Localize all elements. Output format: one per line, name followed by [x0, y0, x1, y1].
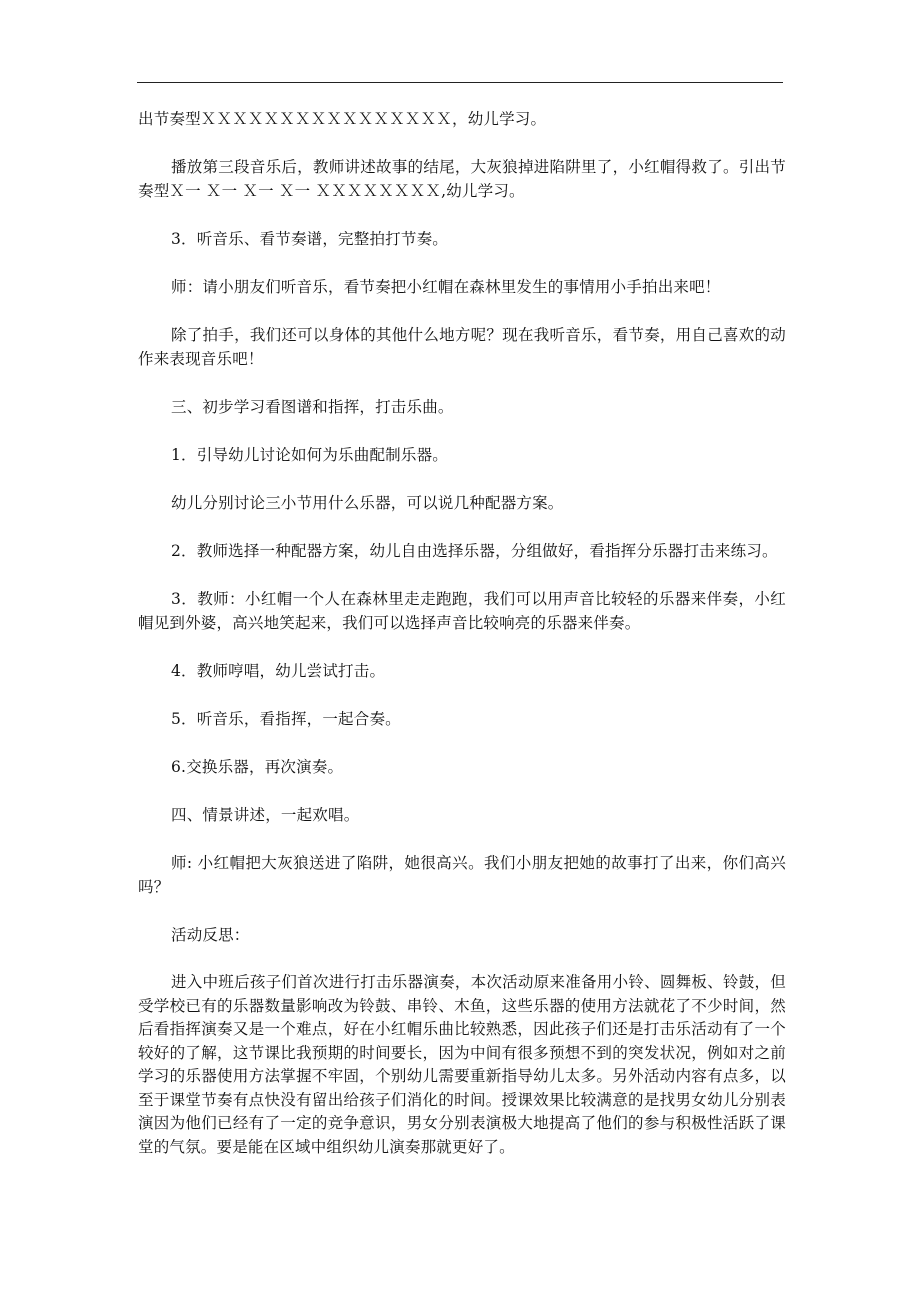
paragraph-step-3: 3．听音乐、看节奏谱，完整拍打节奏。	[171, 230, 448, 248]
reflection-heading: 活动反思：	[171, 926, 250, 944]
paragraph-item-3: 3．教师：小红帽一个人在森林里走走跑跑，我们可以用声音比较轻的乐器来伴奏，小红帽见到外婆，高兴地笑起来，我们可以选择声音比较响亮的乐器来伴奏。	[138, 590, 786, 632]
header-rule	[137, 82, 783, 83]
paragraph-item-2: 2．教师选择一种配器方案，幼儿自由选择乐器，分组做好，看指挥分乐器打击来练习。	[171, 542, 778, 560]
section-heading-3: 三、初步学习看图谱和指挥，打击乐曲。	[171, 398, 454, 416]
document-body	[138, 107, 786, 1183]
paragraph-rhythm-pattern-1: 出节奏型ＸＸＸＸＸＸＸＸＸＸＸＸＸＸＸＸ，幼儿学习。	[138, 110, 547, 128]
paragraph-teacher-prompt: 师：请小朋友们听音乐，看节奏把小红帽在森林里发生的事情用小手拍出来吧！	[171, 278, 721, 296]
section-heading-4: 四、情景讲述，一起欢唱。	[171, 806, 360, 824]
paragraph-body-movement: 除了拍手，我们还可以身体的其他什么地方呢？现在我听音乐，看节奏，用自己喜欢的动作来表现音乐吧！	[138, 326, 786, 368]
reflection-paragraph: 进入中班后孩子们首次进行打击乐器演奏，本次活动原来准备用小铃、圆舞板、铃鼓，但受学校已有的乐器数量影响改为铃鼓、串铃、木鱼，这些乐器的使用方法就花了不少时间，然后看指挥演奏又是一个难点，好在小红帽乐曲比较熟悉，因此孩子们还是打击乐活动有了一个较好的了解，这节课比我预期的时间要长，因为中间有很多预想不到的突发状况，例如对之前学习的乐器使用方法掌握不牢固，个别幼儿需要重新指导幼儿太多。另外活动内容有点多，以至于课堂节奏有点快没有留出给孩子们消化的时间。授课效果比较满意的是找男女幼儿分别表演因为他们已经有了一定的竞争意识，男女分别表演极大地提高了他们的参与积极性活跃了课堂的气氛。要是能在区域中组织幼儿演奏那就更好了。	[138, 973, 786, 1156]
paragraph-discussion: 幼儿分别讨论三小节用什么乐器，可以说几种配器方案。	[171, 494, 564, 512]
paragraph-item-6: 6.交换乐器，再次演奏。	[171, 758, 344, 776]
paragraph-third-music: 播放第三段音乐后，教师讲述故事的结尾，大灰狼掉进陷阱里了，小红帽得救了。引出节奏型Ｘ一 Ｘ一 Ｘ一 Ｘ一 ＸＸＸＸＸＸＸＸ,幼儿学习。	[138, 158, 786, 200]
paragraph-teacher-closing: 师: 小红帽把大灰狼送进了陷阱，她很高兴。我们小朋友把她的故事打了出来，你们高兴吗？	[138, 854, 786, 896]
paragraph-item-1: 1．引导幼儿讨论如何为乐曲配制乐器。	[171, 446, 448, 464]
paragraph-item-5: 5．听音乐，看指挥，一起合奏。	[171, 710, 401, 728]
paragraph-item-4: 4．教师哼唱，幼儿尝试打击。	[171, 662, 386, 680]
